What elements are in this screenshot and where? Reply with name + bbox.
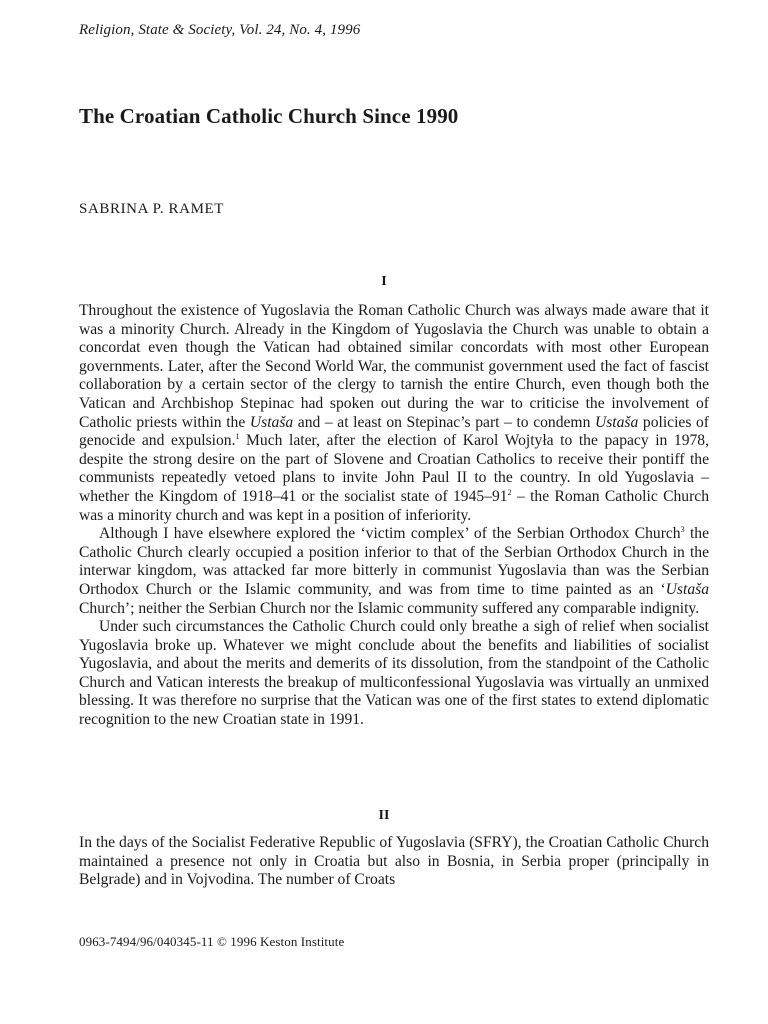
footnote-marker: 2 [507, 487, 512, 497]
section-heading-1: I [381, 274, 387, 289]
section-2-body [79, 834, 709, 890]
paragraph: Although I have elsewhere explored the ‘victim complex’ of the Serbian Orthodox Church$^3$ the Catholic Church clearly occupied a position inferior to that of the Serbian Orthodox Church in the interwar kingdom, was attacked far more bitterly in communist Yugoslavia than was the Serbian Orthodox Church or the Islamic community, and was from time to time painted as an ‘Ustaša Church’; neither the Serbian Church nor the Islamic community suffered any comparable indignity. [79, 525, 709, 617]
section-1-body [79, 302, 709, 730]
journal-citation: Religion, State & Society, Vol. 24, No. 4, 1996 [79, 22, 361, 38]
footnote-marker: 3 [680, 525, 685, 535]
article-author: SABRINA P. RAMET [79, 201, 225, 217]
article-title: The Croatian Catholic Church Since 1990 [79, 104, 459, 128]
paragraph: Throughout the existence of Yugoslavia the Roman Catholic Church was always made aware that it was a minority Church. Already in the Kingdom of Yugoslavia the Church was unable to obtain a concordat even though the Vatican had obtained similar concordats with most other European governments. Later, after the Second World War, the communist government used the fact of fascist collaboration by a certain sector of the clergy to tarnish the entire Church, even though both the Vatican and Archbishop Stepinac had spoken out during the war to criticise the involvement of Catholic priests within the Ustaša and – at least on Stepinac’s part – to condemn Ustaša policies of genocide and expulsion.$^1$ Much later, after the election of Karol Wojtyła to the papacy in 1978, despite the strong desire on the part of Slovene and Croatian Catholics to receive their pontiff the communists repeatedly vetoed plans to invite John Paul II to the country. In old Yugoslavia – whether the Kingdom of 1918–41 or the socialist state of $1945-91^2$ – the Roman Catholic Church was a minority church and was kept in a position of inferiority. [79, 302, 710, 524]
section-heading-2: II [378, 808, 390, 823]
paragraph: In the days of the Socialist Federative Republic of Yugoslavia (SFRY), the Croatian Catholic Church maintained a presence not only in Croatia but also in Bosnia, in Serbia proper (principally in Belgrade) and in Vojvodina. The number of Croats [79, 834, 709, 889]
paragraph: Under such circumstances the Catholic Church could only breathe a sigh of relief when socialist Yugoslavia broke up. Whatever we might conclude about the benefits and liabilities of socialist Yugoslavia, and about the merits and demerits of its dissolution, from the standpoint of the Catholic Church and Vatican interests the breakup of multiconfessional Yugoslavia was virtually an unmixed blessing. It was therefore no surprise that the Vatican was one of the first states to extend diplomatic recognition to the new Croatian state in 1991. [79, 618, 709, 729]
copyright-footer: 0963-7494/96/040345-11 © 1996 Keston Institute [79, 934, 345, 949]
footnote-marker: 1 [235, 432, 240, 442]
